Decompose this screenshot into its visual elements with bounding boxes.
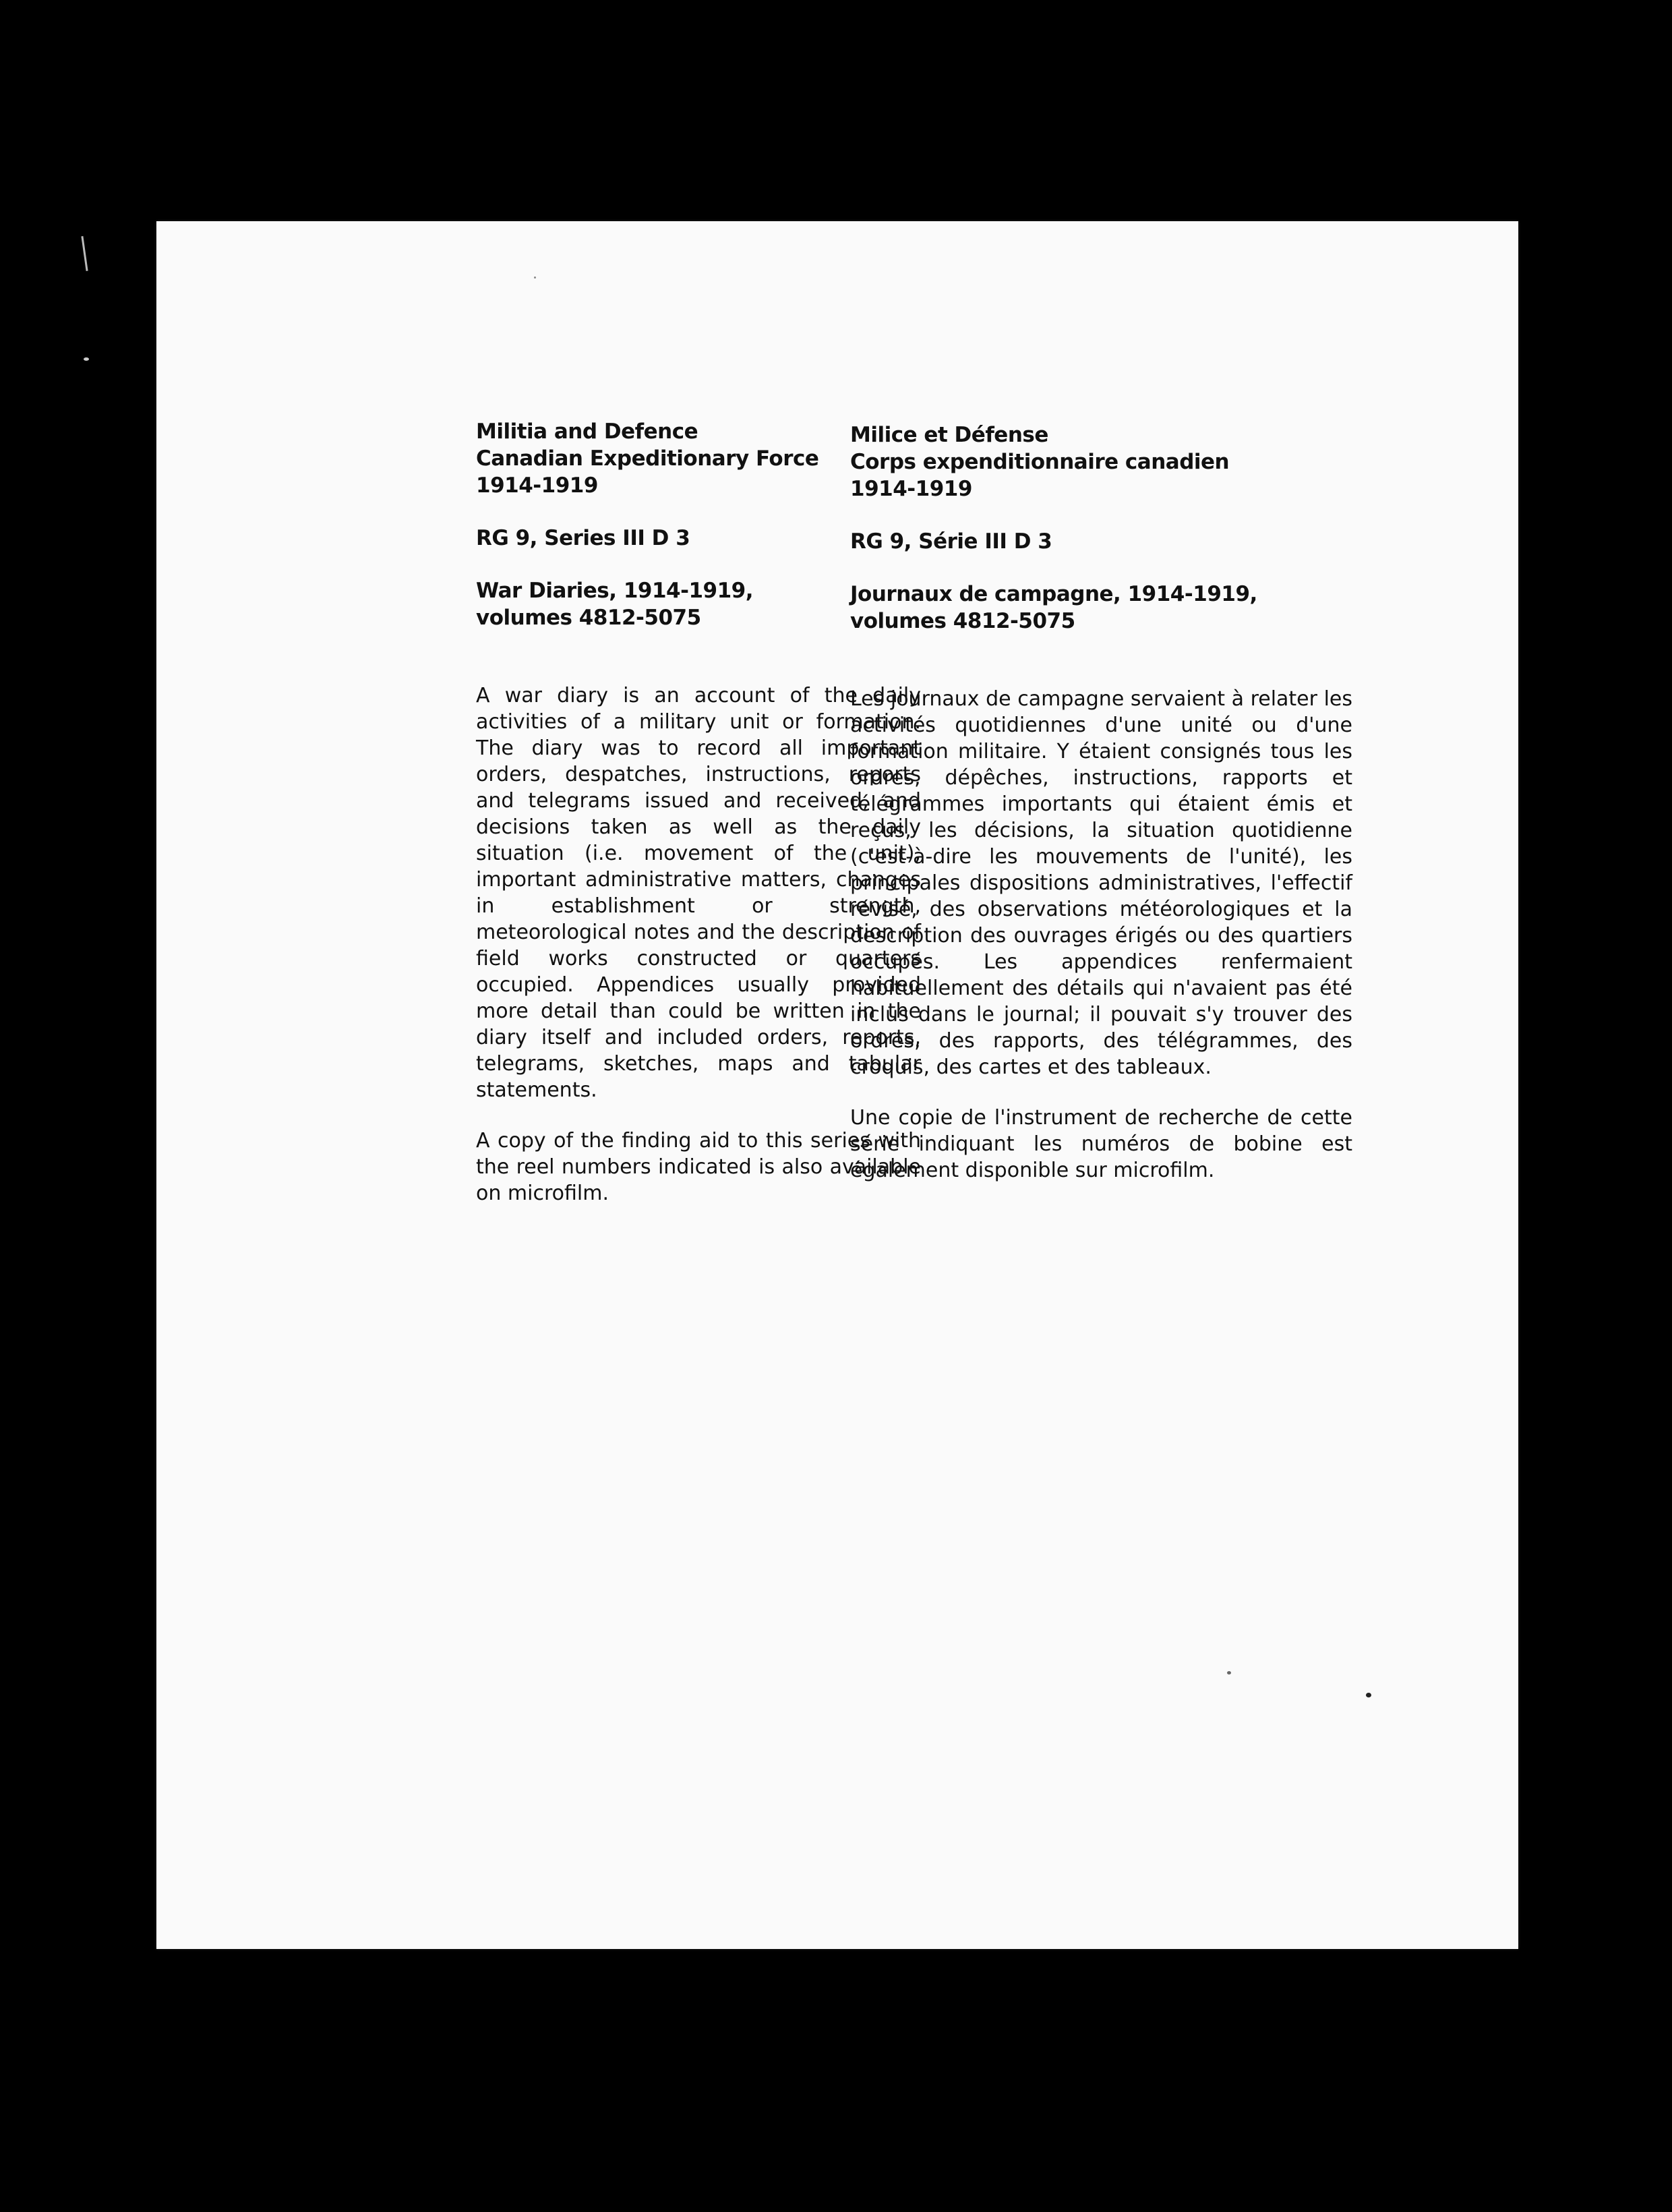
- french-record-group-text: RG 9, Série III D 3: [850, 529, 1052, 554]
- document-page: [156, 221, 1518, 1949]
- english-paragraph-description: A war diary is an account of the daily activities of a military unit or formation. The diary was to record all important orders, despatches, instructions, reports and telegrams issued and received, and decisions taken as well as the daily situation (i.e. movement of the unit), important administrative matters, changes in establishment or strength, meteorological notes and the description of field works constructed or quarters occupied. Appendices usually provided more detail than could be written in the diary itself and included orders, reports, telegrams, sketches, maps and tabular statements.: [476, 684, 921, 1102]
- english-title-line: War Diaries, 1914-1919,: [476, 579, 754, 603]
- french-title: [850, 581, 1352, 635]
- french-paragraph-finding-aid: Une copie de l'instrument de recherche de cette série indiquant les numéros de bobine est également disponible sur microfilm.: [850, 1106, 1352, 1182]
- french-title-line: Journaux de campagne, 1914-1919,: [850, 582, 1257, 606]
- paper-speck: [1366, 1693, 1371, 1697]
- french-record-group: [850, 528, 1352, 555]
- french-heading: [850, 421, 1352, 502]
- paper-speck: [1227, 1671, 1231, 1675]
- french-heading-line: Corps expenditionnaire canadien: [850, 450, 1230, 474]
- film-scratch: [81, 236, 88, 271]
- english-heading-line: Militia and Defence: [476, 419, 698, 444]
- french-column: [850, 421, 1352, 1184]
- english-title-line: volumes 4812-5075: [476, 606, 701, 630]
- english-record-group-text: RG 9, Series III D 3: [476, 526, 690, 550]
- film-speck: [84, 357, 89, 361]
- english-heading-line: 1914-1919: [476, 473, 598, 498]
- english-paragraph-finding-aid: A copy of the finding aid to this series with the reel numbers indicated is also available on microfilm.: [476, 1129, 921, 1205]
- french-heading-line: 1914-1919: [850, 477, 972, 501]
- french-title-line: volumes 4812-5075: [850, 609, 1075, 633]
- french-heading-line: Milice et Défense: [850, 423, 1048, 447]
- paper-speck: [534, 276, 536, 279]
- french-paragraph-description: Les journaux de campagne servaient à relater les activités quotidiennes d'une unité ou d'une formation militaire. Y étaient consignés tous les ordres, dépêches, instructions, rapports et télégrammes importants qui étaient émis et reçus, les décisions, la situation quotidienne (c'est-à-dire les mouvements de l'unité), les principales dispositions administratives, l'effectif révisé, des observations météorologiques et la description des ouvrages érigés ou des quartiers occupés. Les appendices renfermaient habituellement des détails qui n'avaient pas été inclus dans le journal; il pouvait s'y trouver des ordres, des rapports, des télégrammes, des croquis, des cartes et des tableaux.: [850, 687, 1352, 1079]
- english-heading-line: Canadian Expeditionary Force: [476, 446, 819, 471]
